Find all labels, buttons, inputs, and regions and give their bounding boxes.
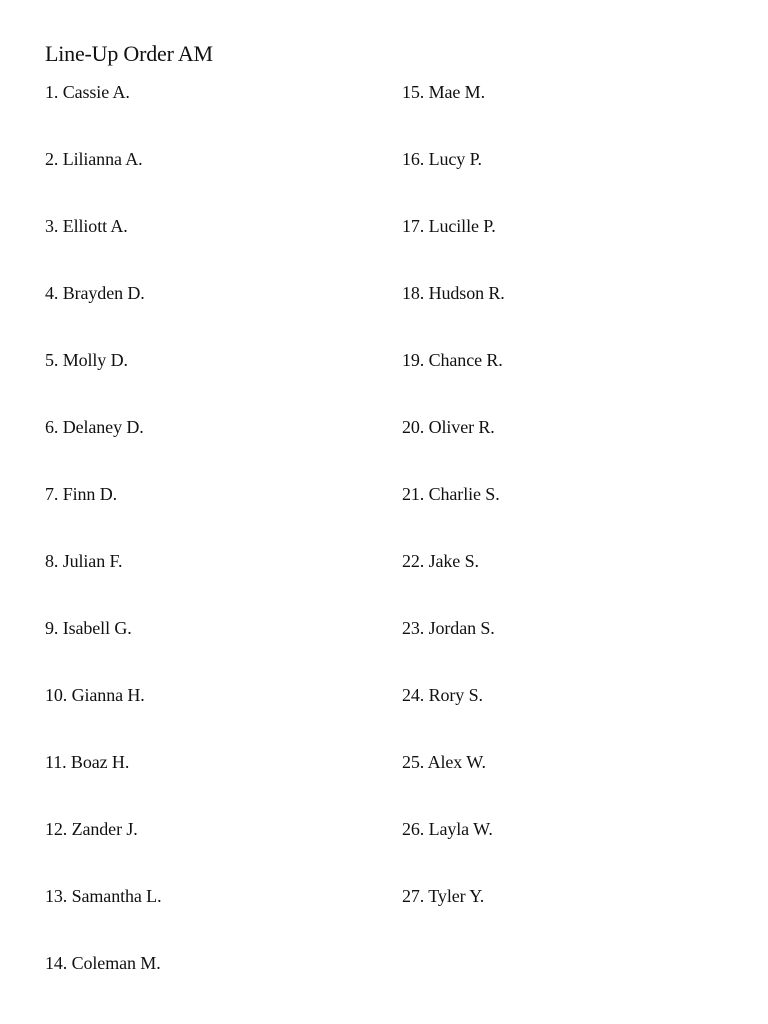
lineup-list-left [45,79,161,1017]
list-item: 18. Hudson R. [402,283,505,303]
list-item: 7. Finn D. [45,484,118,504]
list-item: 17. Lucille P. [402,216,496,236]
list-item: 27. Tyler Y. [402,886,485,906]
page-title: Line-Up Order AM [45,41,213,66]
list-item: 4. Brayden D. [45,283,145,303]
list-item: 23. Jordan S. [402,618,495,638]
list-item: 2. Lilianna A. [45,149,143,169]
list-item: 25. Alex W. [402,752,486,772]
list-item: 5. Molly D. [45,350,128,370]
list-item: 6. Delaney D. [45,417,144,437]
list-item: 20. Oliver R. [402,417,495,437]
list-item: 8. Julian F. [45,551,123,571]
lineup-list-right [402,79,505,950]
list-item: 22. Jake S. [402,551,479,571]
list-item: 24. Rory S. [402,685,483,705]
list-item: 10. Gianna H. [45,685,145,705]
list-item: 26. Layla W. [402,819,493,839]
list-item: 12. Zander J. [45,819,138,839]
list-item: 11. Boaz H. [45,752,130,772]
list-item: 15. Mae M. [402,82,485,102]
list-item: 19. Chance R. [402,350,503,370]
list-item: 3. Elliott A. [45,216,128,236]
list-item: 9. Isabell G. [45,618,132,638]
list-item: 1. Cassie A. [45,82,130,102]
list-item: 14. Coleman M. [45,953,161,973]
list-item: 16. Lucy P. [402,149,482,169]
list-item: 13. Samantha L. [45,886,162,906]
list-item: 21. Charlie S. [402,484,500,504]
